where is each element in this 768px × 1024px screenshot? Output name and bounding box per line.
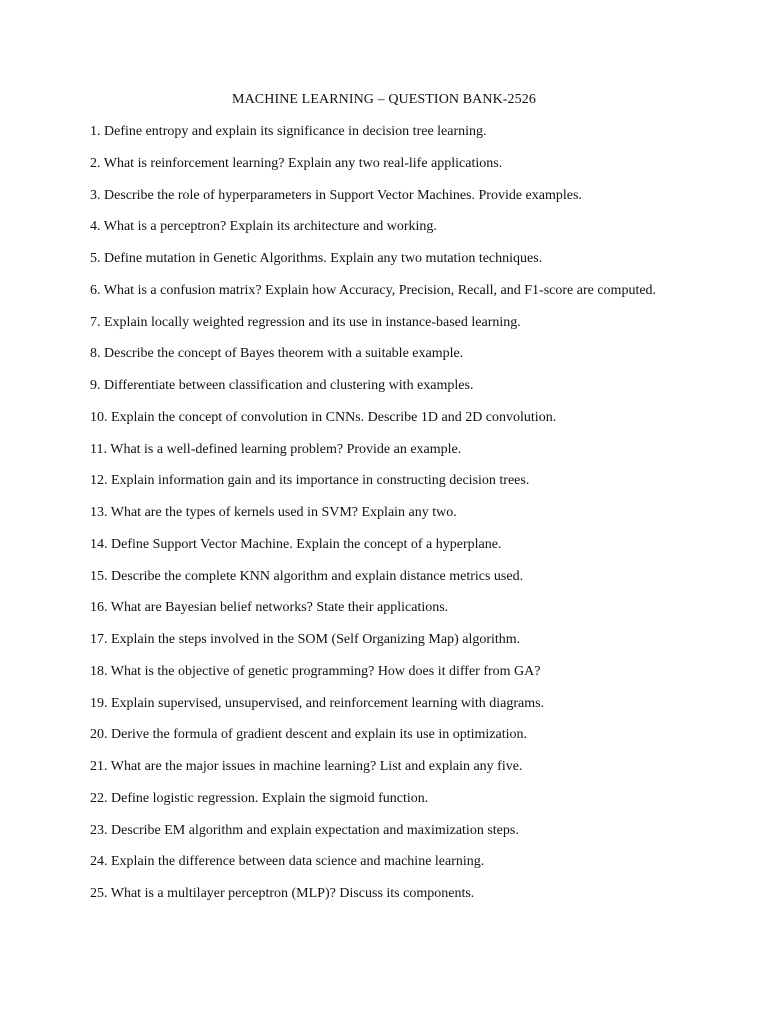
question-item: 9. Differentiate between classification and clustering with examples. — [90, 378, 474, 393]
question-item: 13. What are the types of kernels used in SVM? Explain any two. — [90, 505, 457, 520]
question-item: 24. Explain the difference between data science and machine learning. — [90, 854, 485, 870]
question-item: 17. Explain the steps involved in the SOM (Self Organizing Map) algorithm. — [90, 632, 521, 647]
question-item: 8. Describe the concept of Bayes theorem with a suitable example. — [90, 346, 464, 362]
question-item: 10. Explain the concept of convolution in CNNs. Describe 1D and 2D convolution. — [90, 409, 557, 425]
question-item: 11. What is a well-defined learning problem? Provide an example. — [90, 441, 462, 457]
question-item: 16. What are Bayesian belief networks? State their applications. — [90, 600, 449, 616]
question-item: 6. What is a confusion matrix? Explain how Accuracy, Precision, Recall, and F1-score are computed. — [90, 282, 657, 298]
question-item: 12. Explain information gain and its importance in constructing decision trees. — [90, 473, 530, 489]
question-item: 15. Describe the complete KNN algorithm and explain distance metrics used. — [90, 568, 524, 584]
question-item: 4. What is a perceptron? Explain its architecture and working. — [90, 219, 437, 235]
question-item: 7. Explain locally weighted regression and its use in instance-based learning. — [90, 314, 521, 330]
question-item: 3. Describe the role of hyperparameters in Support Vector Machines. Provide examples. — [90, 187, 582, 203]
question-item: 2. What is reinforcement learning? Explain any two real-life applications. — [90, 155, 503, 171]
question-item: 23. Describe EM algorithm and explain expectation and maximization steps. — [90, 822, 519, 838]
question-item: 18. What is the objective of genetic programming? How does it differ from GA? — [90, 663, 541, 679]
document-title: MACHINE LEARNING – QUESTION BANK-2526 — [232, 92, 536, 107]
question-item: 1. Define entropy and explain its significance in decision tree learning. — [90, 124, 487, 139]
question-item: 5. Define mutation in Genetic Algorithms. Explain any two mutation techniques. — [90, 251, 543, 266]
question-item: 20. Derive the formula of gradient descent and explain its use in optimization. — [90, 727, 527, 743]
question-list — [90, 123, 750, 917]
question-item: 25. What is a multilayer perceptron (MLP)? Discuss its components. — [90, 886, 475, 901]
question-item: 22. Define logistic regression. Explain the sigmoid function. — [90, 790, 429, 806]
question-item: 14. Define Support Vector Machine. Explain the concept of a hyperplane. — [90, 536, 502, 552]
question-item: 21. What are the major issues in machine learning? List and explain any five. — [90, 759, 523, 774]
question-item: 19. Explain supervised, unsupervised, and reinforcement learning with diagrams. — [90, 695, 545, 711]
